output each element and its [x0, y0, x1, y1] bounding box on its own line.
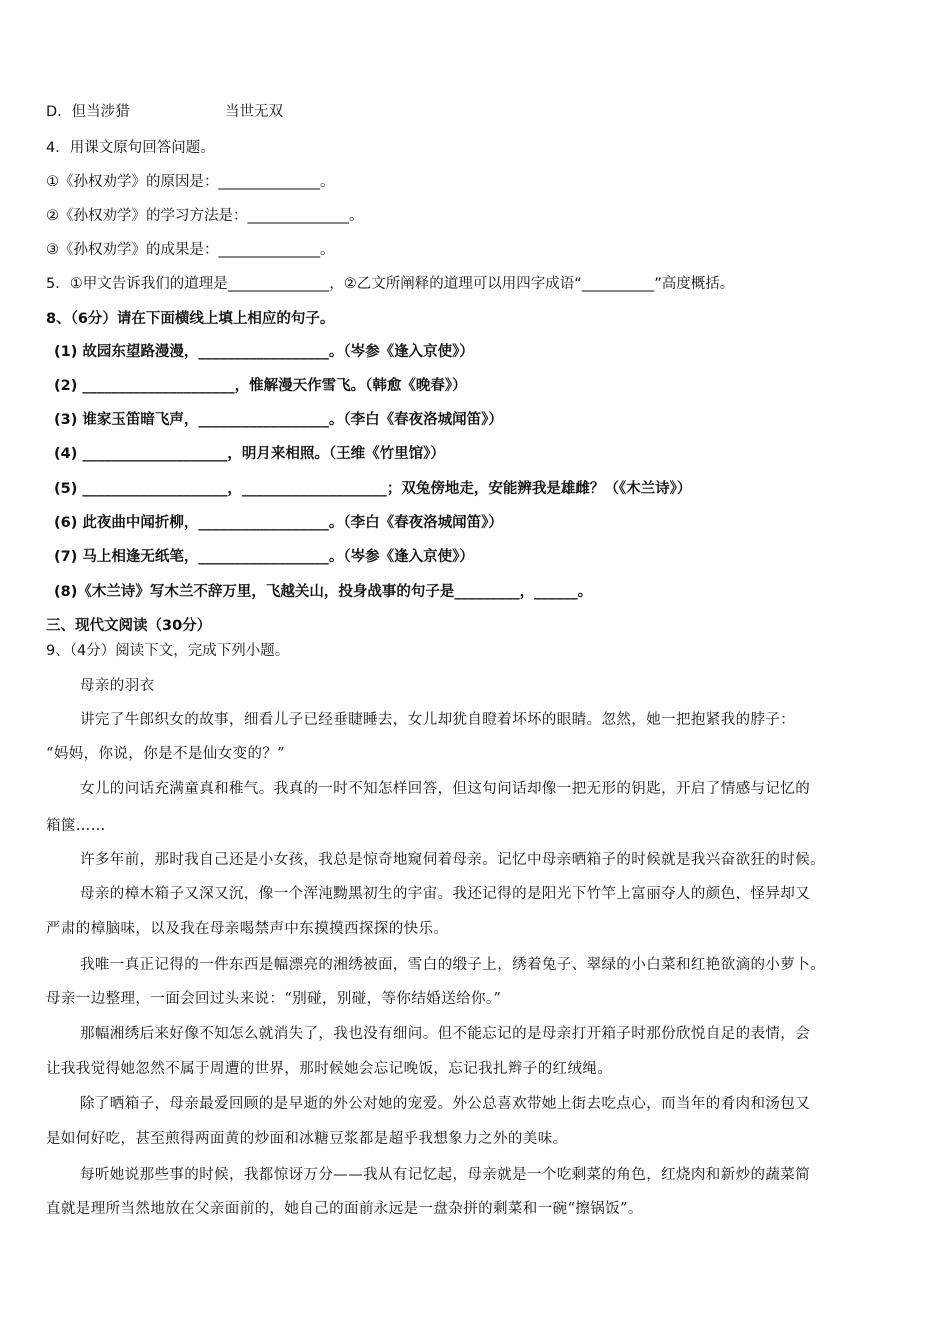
q8-item-8: (8)《木兰诗》写木兰不辞万里，飞越关山，投身战事的句子是_________，______。: [54, 584, 593, 600]
passage-line: 我唯一真正记得的一件东西是幅漂亮的湘绣被面，雪白的缎子上，绣着兔子、翠绿的小白菜和红艳欲滴的小萝卜。: [80, 957, 825, 973]
passage-line: 箱箧……: [46, 818, 106, 834]
section3-title: 三、现代文阅读（30分）: [46, 618, 212, 634]
q4-item-1: ①《孙权劝学》的原因是：______________。: [46, 174, 335, 190]
passage-line: 除了晒箱子，母亲最爱回顾的是早逝的外公对她的宠爱。外公总喜欢带她上街去吃点心，而当年的肴肉和汤包又: [80, 1096, 811, 1112]
passage-line: 母亲一边整理，一面会回过头来说：“别碰，别碰，等你结婚送给你。”: [46, 991, 502, 1007]
passage-line: 母亲的樟木箱子又深又沉，像一个浑沌黝黑初生的宇宙。我还记得的是阳光下竹竿上富丽夺人的颜色，怪异却又: [80, 886, 811, 902]
passage-line: “妈妈，你说，你是不是仙女变的？”: [46, 746, 286, 762]
q5-text: 5．①甲文告诉我们的道理是______________，②乙文所阐释的道理可以用四字成语“__________”高度概括。: [46, 276, 735, 292]
passage-line: 是如何好吃，甚至煎得两面黄的炒面和冰糖豆浆都是超乎我想象力之外的美味。: [46, 1131, 568, 1147]
q8-title: 8、（6分）请在下面横线上填上相应的句子。: [46, 311, 335, 327]
passage-title: 母亲的羽衣: [80, 678, 155, 694]
passage-line: 每听她说那些事的时候，我都惊讶万分——我从有记忆起，母亲就是一个吃剩菜的角色，红烧肉和新炒的蔬菜简: [80, 1167, 811, 1183]
q9-title: 9、（4分）阅读下文，完成下列小题。: [46, 643, 290, 659]
q8-item-1: (1) 故园东望路漫漫，__________________。（岑参《逢入京使》）: [54, 344, 474, 360]
q4-item-3: ③《孙权劝学》的成果是：______________。: [46, 242, 335, 258]
passage-line: 直就是理所当然地放在父亲面前的，她自己的面前永远是一盘杂拼的剩菜和一碗“擦锅饭”。: [46, 1201, 643, 1217]
q8-item-5: (5) ____________________，____________________；双兔傍地走，安能辨我是雄雌？（《木兰诗》）: [54, 481, 692, 497]
q4-item-2: ②《孙权劝学》的学习方法是：______________。: [46, 208, 364, 224]
q3-option-d-label: D．但当涉猎: [46, 104, 130, 120]
passage-line: 讲完了牛郎织女的故事，细看儿子已经垂睫睡去，女儿却犹自瞪着坏坏的眼睛。忽然，她一把抱紧我的脖子：: [80, 712, 796, 728]
passage-line: 让我我觉得她忽然不属于周遭的世界，那时候她会忘记晚饭，忘记我扎辫子的红绒绳。: [46, 1061, 613, 1077]
passage-line: 那幅湘绣后来好像不知怎么就消失了，我也没有细问。但不能忘记的是母亲打开箱子时那份欣悦自足的表情，会: [80, 1026, 811, 1042]
passage-line: 许多年前，那时我自己还是小女孩，我总是惊奇地窥伺着母亲。记忆中母亲晒箱子的时候就是我兴奋欲狂的时候。: [80, 852, 825, 868]
q3-option-d-value: 当世无双: [225, 104, 283, 120]
q8-item-2: (2) _____________________，惟解漫天作雪飞。（韩愈《晚春》）: [54, 378, 467, 394]
passage-line: 严肃的樟脑味，以及我在母亲喝禁声中东摸摸西探探的快乐。: [46, 921, 449, 937]
q8-item-4: (4) ____________________，明月来相照。（王维《竹里馆》）: [54, 446, 445, 462]
q8-item-3: (3) 谁家玉笛暗飞声，__________________。（李白《春夜洛城闻笛》）: [54, 412, 503, 428]
q8-item-7: (7) 马上相逢无纸笔，__________________。（岑参《逢入京使》）: [54, 549, 474, 565]
passage-line: 女儿的问话充满童真和稚气。我真的一时不知怎样回答，但这句问话却像一把无形的钥匙，开启了情感与记忆的: [80, 781, 811, 797]
q4-title: 4．用课文原句回答问题。: [46, 140, 215, 156]
q8-item-6: (6) 此夜曲中闻折柳，__________________。（李白《春夜洛城闻笛》）: [54, 515, 503, 531]
